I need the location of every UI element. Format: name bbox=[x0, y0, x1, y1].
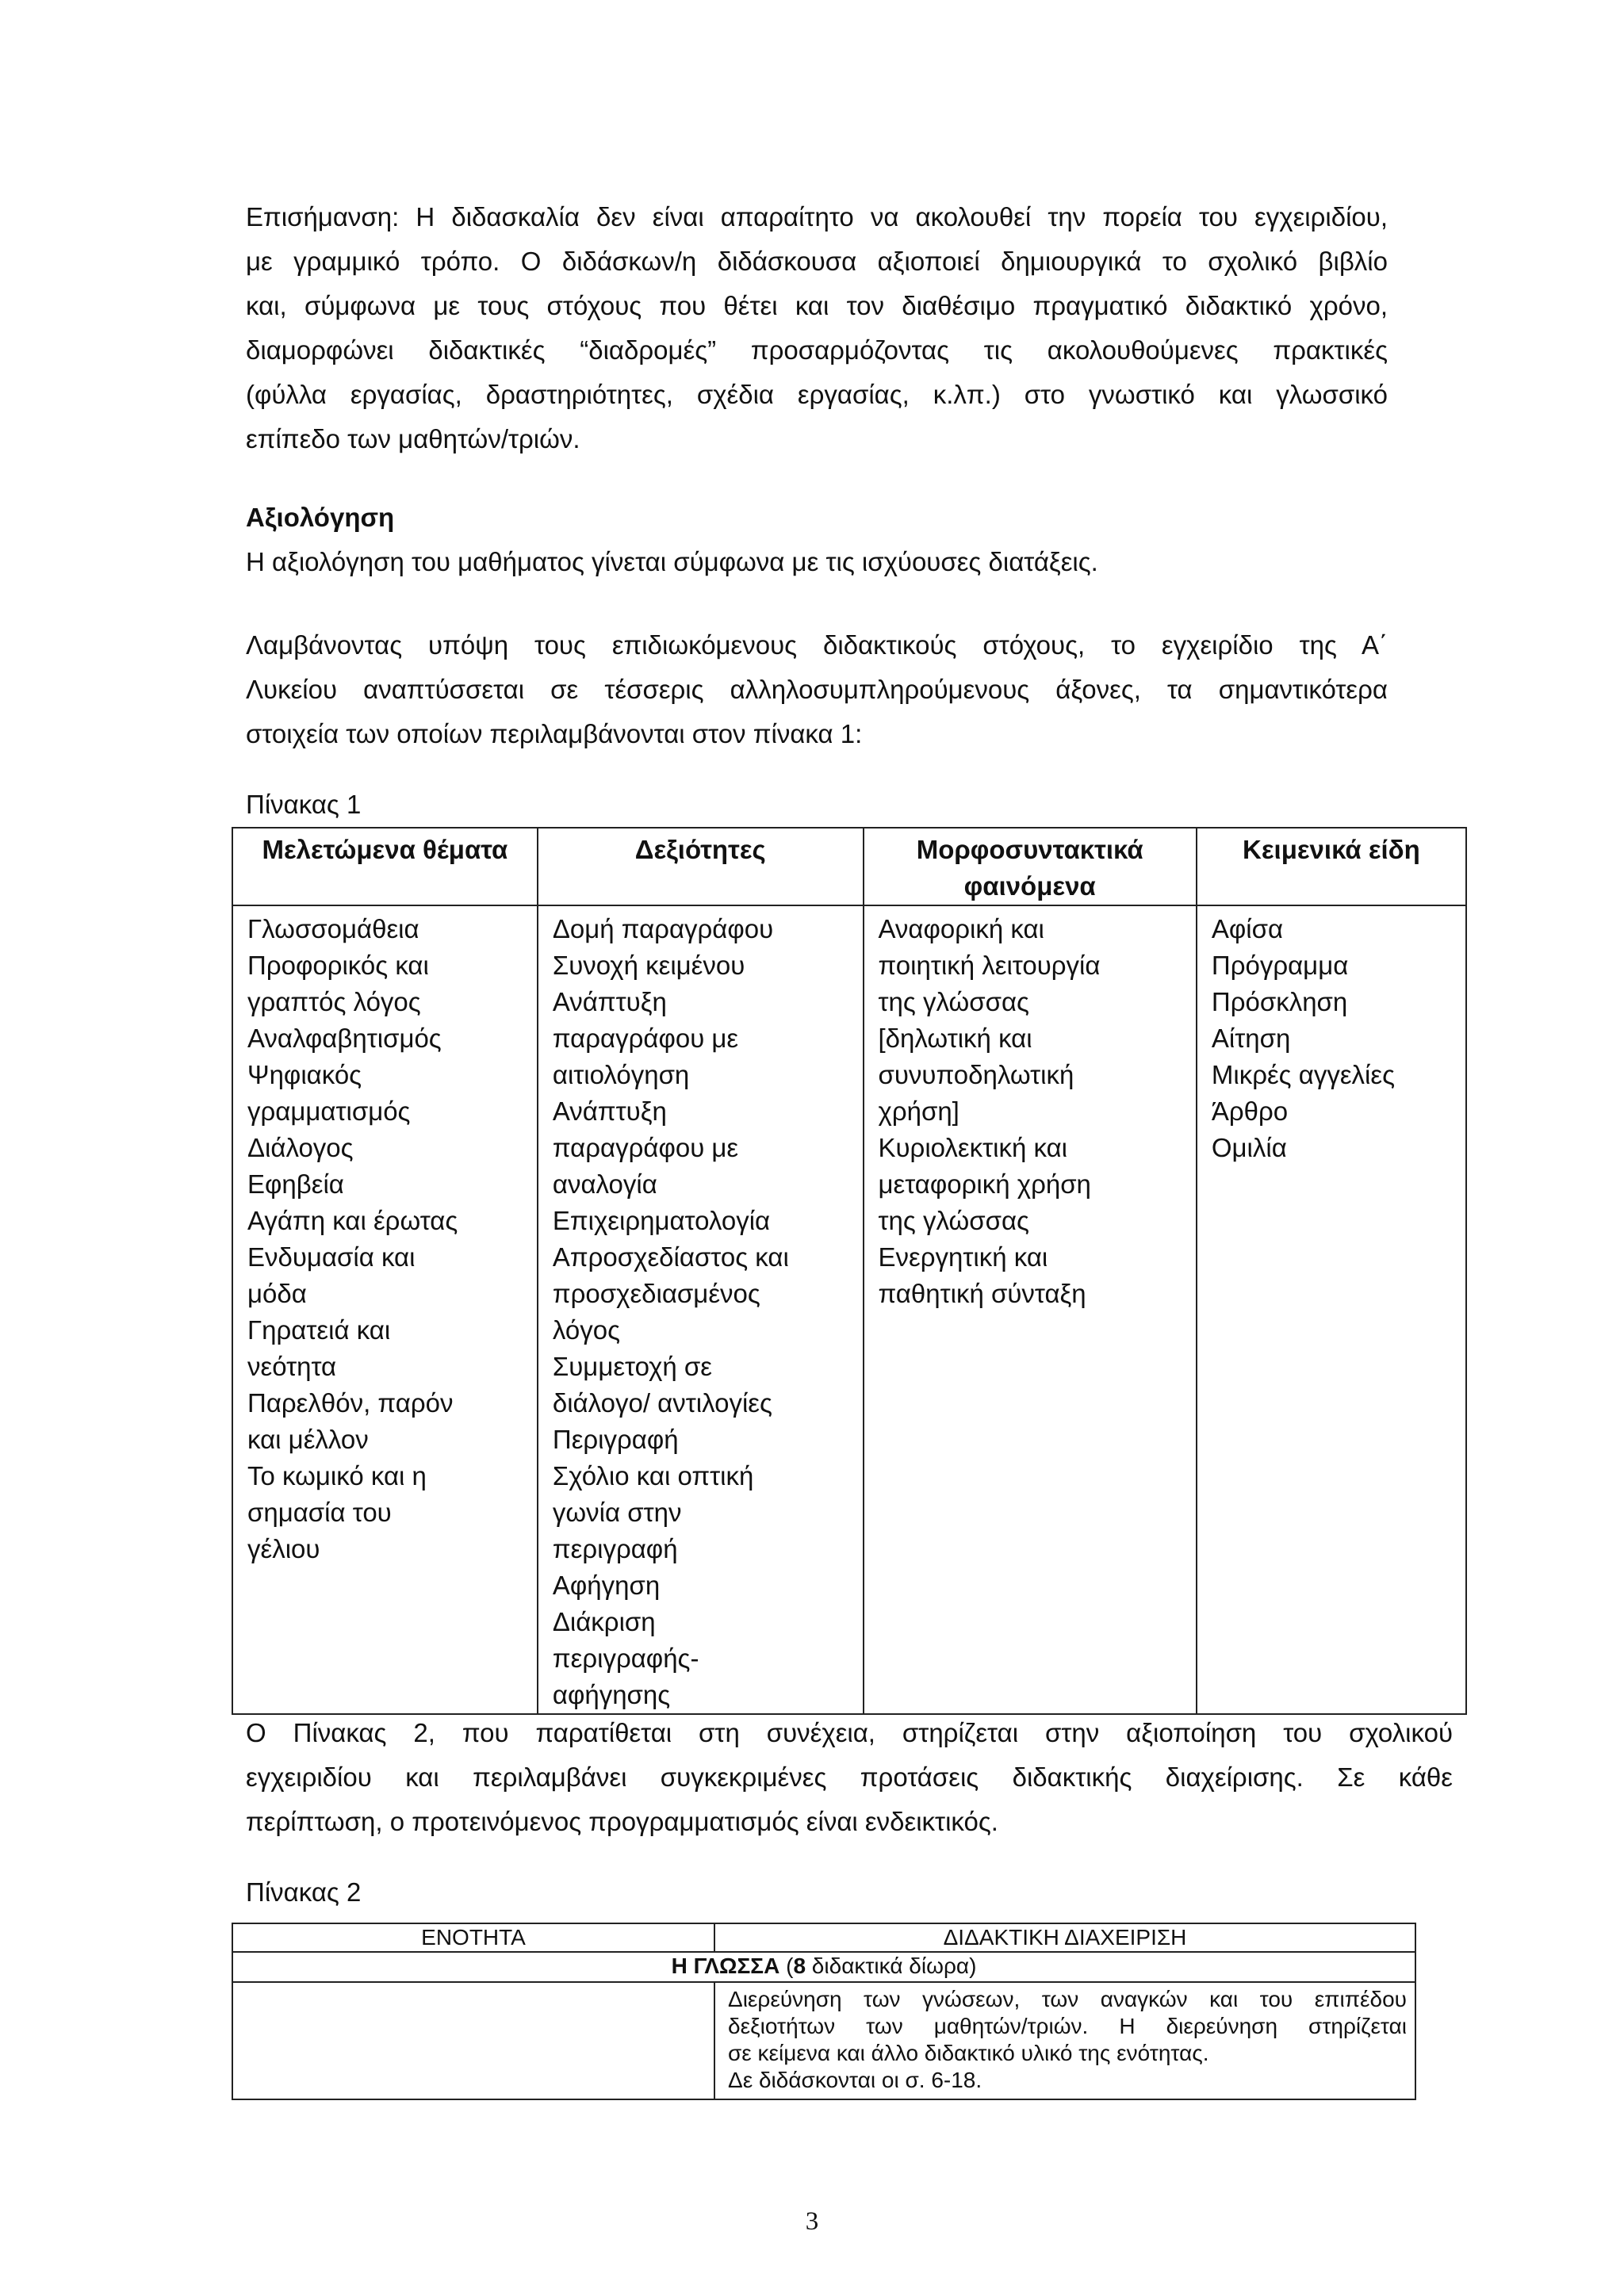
unit-cell bbox=[232, 1982, 714, 2099]
list-item: Παρελθόν, παρόν bbox=[247, 1388, 454, 1418]
list-item: γραπτός λόγος bbox=[247, 987, 421, 1016]
text-line: σε κείμενα και άλλο διδακτικό υλικό της ενότητας. bbox=[728, 2041, 1209, 2065]
text-line: Δε διδάσκονται οι σ. 6-18. bbox=[728, 2068, 982, 2092]
list-item: διάλογο/ αντιλογίες bbox=[552, 1388, 772, 1418]
list-item: ποιητική λειτουργία bbox=[878, 951, 1101, 980]
list-item: Δομή παραγράφου bbox=[552, 914, 774, 943]
list-item: Αγάπη και έρωτας bbox=[247, 1206, 458, 1235]
text-line: (φύλλα εργασίας, δραστηριότητες, σχέδια εργασίας, κ.λπ.) στο γνωστικό και γλωσσικό bbox=[246, 380, 1388, 409]
list-item: Το κωμικό και η bbox=[247, 1461, 427, 1490]
table-header-cell: ΔΙΔΑΚΤΙΚΗ ΔΙΑΧΕΙΡΙΣΗ bbox=[714, 1923, 1415, 1952]
list-item: Σχόλιο και οπτική bbox=[552, 1461, 754, 1490]
list-item: αναλογία bbox=[552, 1169, 657, 1199]
intro-paragraph bbox=[246, 195, 1388, 461]
list-item: γραμματισμός bbox=[247, 1096, 411, 1126]
list-item: Πρόγραμμα bbox=[1211, 951, 1349, 980]
list-item: Ενδυμασία και bbox=[247, 1242, 416, 1272]
text-line: επίπεδο των μαθητών/τριών. bbox=[246, 424, 580, 453]
list-item: Αναφορική και bbox=[878, 914, 1044, 943]
list-item: Επιχειρηματολογία bbox=[552, 1206, 771, 1235]
table1-caption: Πίνακας 1 bbox=[246, 790, 362, 819]
text-line: Ο Πίνακας 2, που παρατίθεται στη συνέχεια, στηρίζεται στην αξιοποίηση του σχολικού bbox=[246, 1718, 1453, 1747]
list-item: γωνία στην bbox=[552, 1498, 682, 1527]
table2-caption: Πίνακας 2 bbox=[246, 1877, 362, 1907]
list-item: χρήση] bbox=[878, 1096, 959, 1126]
list-item: [δηλωτική και bbox=[878, 1024, 1032, 1053]
table1 bbox=[232, 827, 1467, 1715]
list-item: Ψηφιακός bbox=[247, 1060, 362, 1089]
assessment-heading: Αξιολόγηση bbox=[246, 503, 395, 532]
section-title-cell bbox=[232, 1952, 1415, 1982]
list-item: της γλώσσας bbox=[878, 987, 1029, 1016]
list-item: σημασία του bbox=[247, 1498, 392, 1527]
list-item: Αφίσα bbox=[1211, 914, 1284, 943]
table2 bbox=[232, 1923, 1416, 2100]
list-item: παραγράφου με bbox=[552, 1024, 739, 1053]
text-line: Λυκείου αναπτύσσεται σε τέσσερις αλληλοσυμπληρούμενους άξονες, τα σημαντικότερα bbox=[246, 675, 1388, 704]
list-item: Συμμετοχή σε bbox=[552, 1352, 713, 1381]
list-item: περιγραφής- bbox=[552, 1644, 699, 1673]
list-item: παραγράφου με bbox=[552, 1133, 739, 1162]
list-item: Μικρές αγγελίες bbox=[1211, 1060, 1395, 1089]
table-header-cell: Κειμενικά είδη bbox=[1197, 828, 1466, 905]
list-item: παθητική σύνταξη bbox=[878, 1279, 1086, 1308]
text-line: και, σύμφωνα με τους στόχους που θέτει και τον διαθέσιμο πραγματικό διδακτικό χρόνο, bbox=[246, 291, 1388, 320]
list-item: προσχεδιασμένος bbox=[552, 1279, 760, 1308]
table-header-row bbox=[232, 1923, 1415, 1952]
list-item: Περιγραφή bbox=[552, 1425, 679, 1454]
list-item: μεταφορική χρήση bbox=[878, 1169, 1091, 1199]
section-hours-label: διδακτικά δίωρα) bbox=[806, 1954, 977, 1978]
grammar-cell bbox=[864, 905, 1197, 1714]
page-number: 3 bbox=[805, 2207, 819, 2236]
text-line: με γραμμικό τρόπο. Ο διδάσκων/η διδάσκουσα αξιοποιεί δημιουργικά το σχολικό βιβλίο bbox=[246, 247, 1388, 276]
list-item: Αίτηση bbox=[1211, 1024, 1291, 1053]
genres-cell bbox=[1197, 905, 1466, 1714]
table2-intro-paragraph bbox=[246, 1711, 1453, 1844]
list-item: Ανάπτυξη bbox=[552, 987, 667, 1016]
list-item: Αναλφαβητισμός bbox=[247, 1024, 442, 1053]
section-paren: ( bbox=[779, 1954, 794, 1978]
table-header-row bbox=[232, 828, 1466, 905]
list-item: Ενεργητική και bbox=[878, 1242, 1048, 1272]
skills-cell bbox=[538, 905, 864, 1714]
management-cell bbox=[714, 1982, 1415, 2099]
text-line: δεξιοτήτων των μαθητών/τριών. Η διερεύνηση στηρίζεται bbox=[728, 2014, 1407, 2038]
text-line: Λαμβάνοντας υπόψη τους επιδιωκόμενους διδακτικούς στόχους, το εγχειρίδιο της Α΄ bbox=[246, 630, 1388, 660]
list-item: Γηρατειά και bbox=[247, 1315, 391, 1345]
list-item: αιτιολόγηση bbox=[552, 1060, 690, 1089]
text-line: περίπτωση, ο προτεινόμενος προγραμματισμός είναι ενδεικτικός. bbox=[246, 1807, 998, 1836]
assessment-text: Η αξιολόγηση του μαθήματος γίνεται σύμφωνα με τις ισχύουσες διατάξεις. bbox=[246, 547, 1098, 576]
table-row bbox=[232, 1982, 1415, 2099]
table-header-cell: Μελετώμενα θέματα bbox=[232, 828, 538, 905]
list-item: συνυποδηλωτική bbox=[878, 1060, 1074, 1089]
list-item: και μέλλον bbox=[247, 1425, 369, 1454]
topics-cell bbox=[232, 905, 538, 1714]
list-item: Γλωσσομάθεια bbox=[247, 914, 419, 943]
section-hours: 8 bbox=[793, 1954, 806, 1978]
list-item: γέλιου bbox=[247, 1534, 320, 1563]
list-item: Αφήγηση bbox=[552, 1571, 661, 1600]
table-row bbox=[232, 905, 1466, 1714]
list-item: Διάλογος bbox=[247, 1133, 354, 1162]
list-item: Ανάπτυξη bbox=[552, 1096, 667, 1126]
list-item: λόγος bbox=[552, 1315, 620, 1345]
list-item: Διάκριση bbox=[552, 1607, 656, 1636]
table-header-cell: Δεξιότητες bbox=[538, 828, 864, 905]
list-item: Εφηβεία bbox=[247, 1169, 344, 1199]
text-line: στοιχεία των οποίων περιλαμβάνονται στον πίνακα 1: bbox=[246, 719, 863, 748]
section-row bbox=[232, 1952, 1415, 1982]
text-line: διαμορφώνει διδακτικές “διαδρομές” προσαρμόζοντας τις ακολουθούμενες πρακτικές bbox=[246, 335, 1388, 365]
table-header-cell: Μορφοσυντακτικά φαινόμενα bbox=[864, 828, 1197, 905]
list-item: Απροσχεδίαστος και bbox=[552, 1242, 789, 1272]
text-line: Διερεύνηση των γνώσεων, των αναγκών και του επιπέδου bbox=[728, 1987, 1407, 2011]
axes-intro-paragraph bbox=[246, 623, 1388, 756]
list-item: Πρόσκληση bbox=[1211, 987, 1348, 1016]
list-item: της γλώσσας bbox=[878, 1206, 1029, 1235]
text-line: εγχειριδίου και περιλαμβάνει συγκεκριμένες προτάσεις διδακτικής διαχείρισης. Σε κάθε bbox=[246, 1762, 1453, 1792]
list-item: μόδα bbox=[247, 1279, 307, 1308]
list-item: νεότητα bbox=[247, 1352, 337, 1381]
list-item: Ομιλία bbox=[1211, 1133, 1287, 1162]
list-item: Συνοχή κειμένου bbox=[552, 951, 745, 980]
list-item: αφήγησης bbox=[552, 1680, 671, 1709]
table-header-cell: ΕΝΟΤΗΤΑ bbox=[232, 1923, 714, 1952]
list-item: Προφορικός και bbox=[247, 951, 429, 980]
text-line: Επισήμανση: Η διδασκαλία δεν είναι απαραίτητο να ακολουθεί την πορεία του εγχειριδίου, bbox=[246, 202, 1388, 232]
section-title: Η ΓΛΩΣΣΑ bbox=[671, 1954, 780, 1978]
list-item: περιγραφή bbox=[552, 1534, 678, 1563]
list-item: Άρθρο bbox=[1211, 1096, 1289, 1126]
list-item: Κυριολεκτική και bbox=[878, 1133, 1067, 1162]
